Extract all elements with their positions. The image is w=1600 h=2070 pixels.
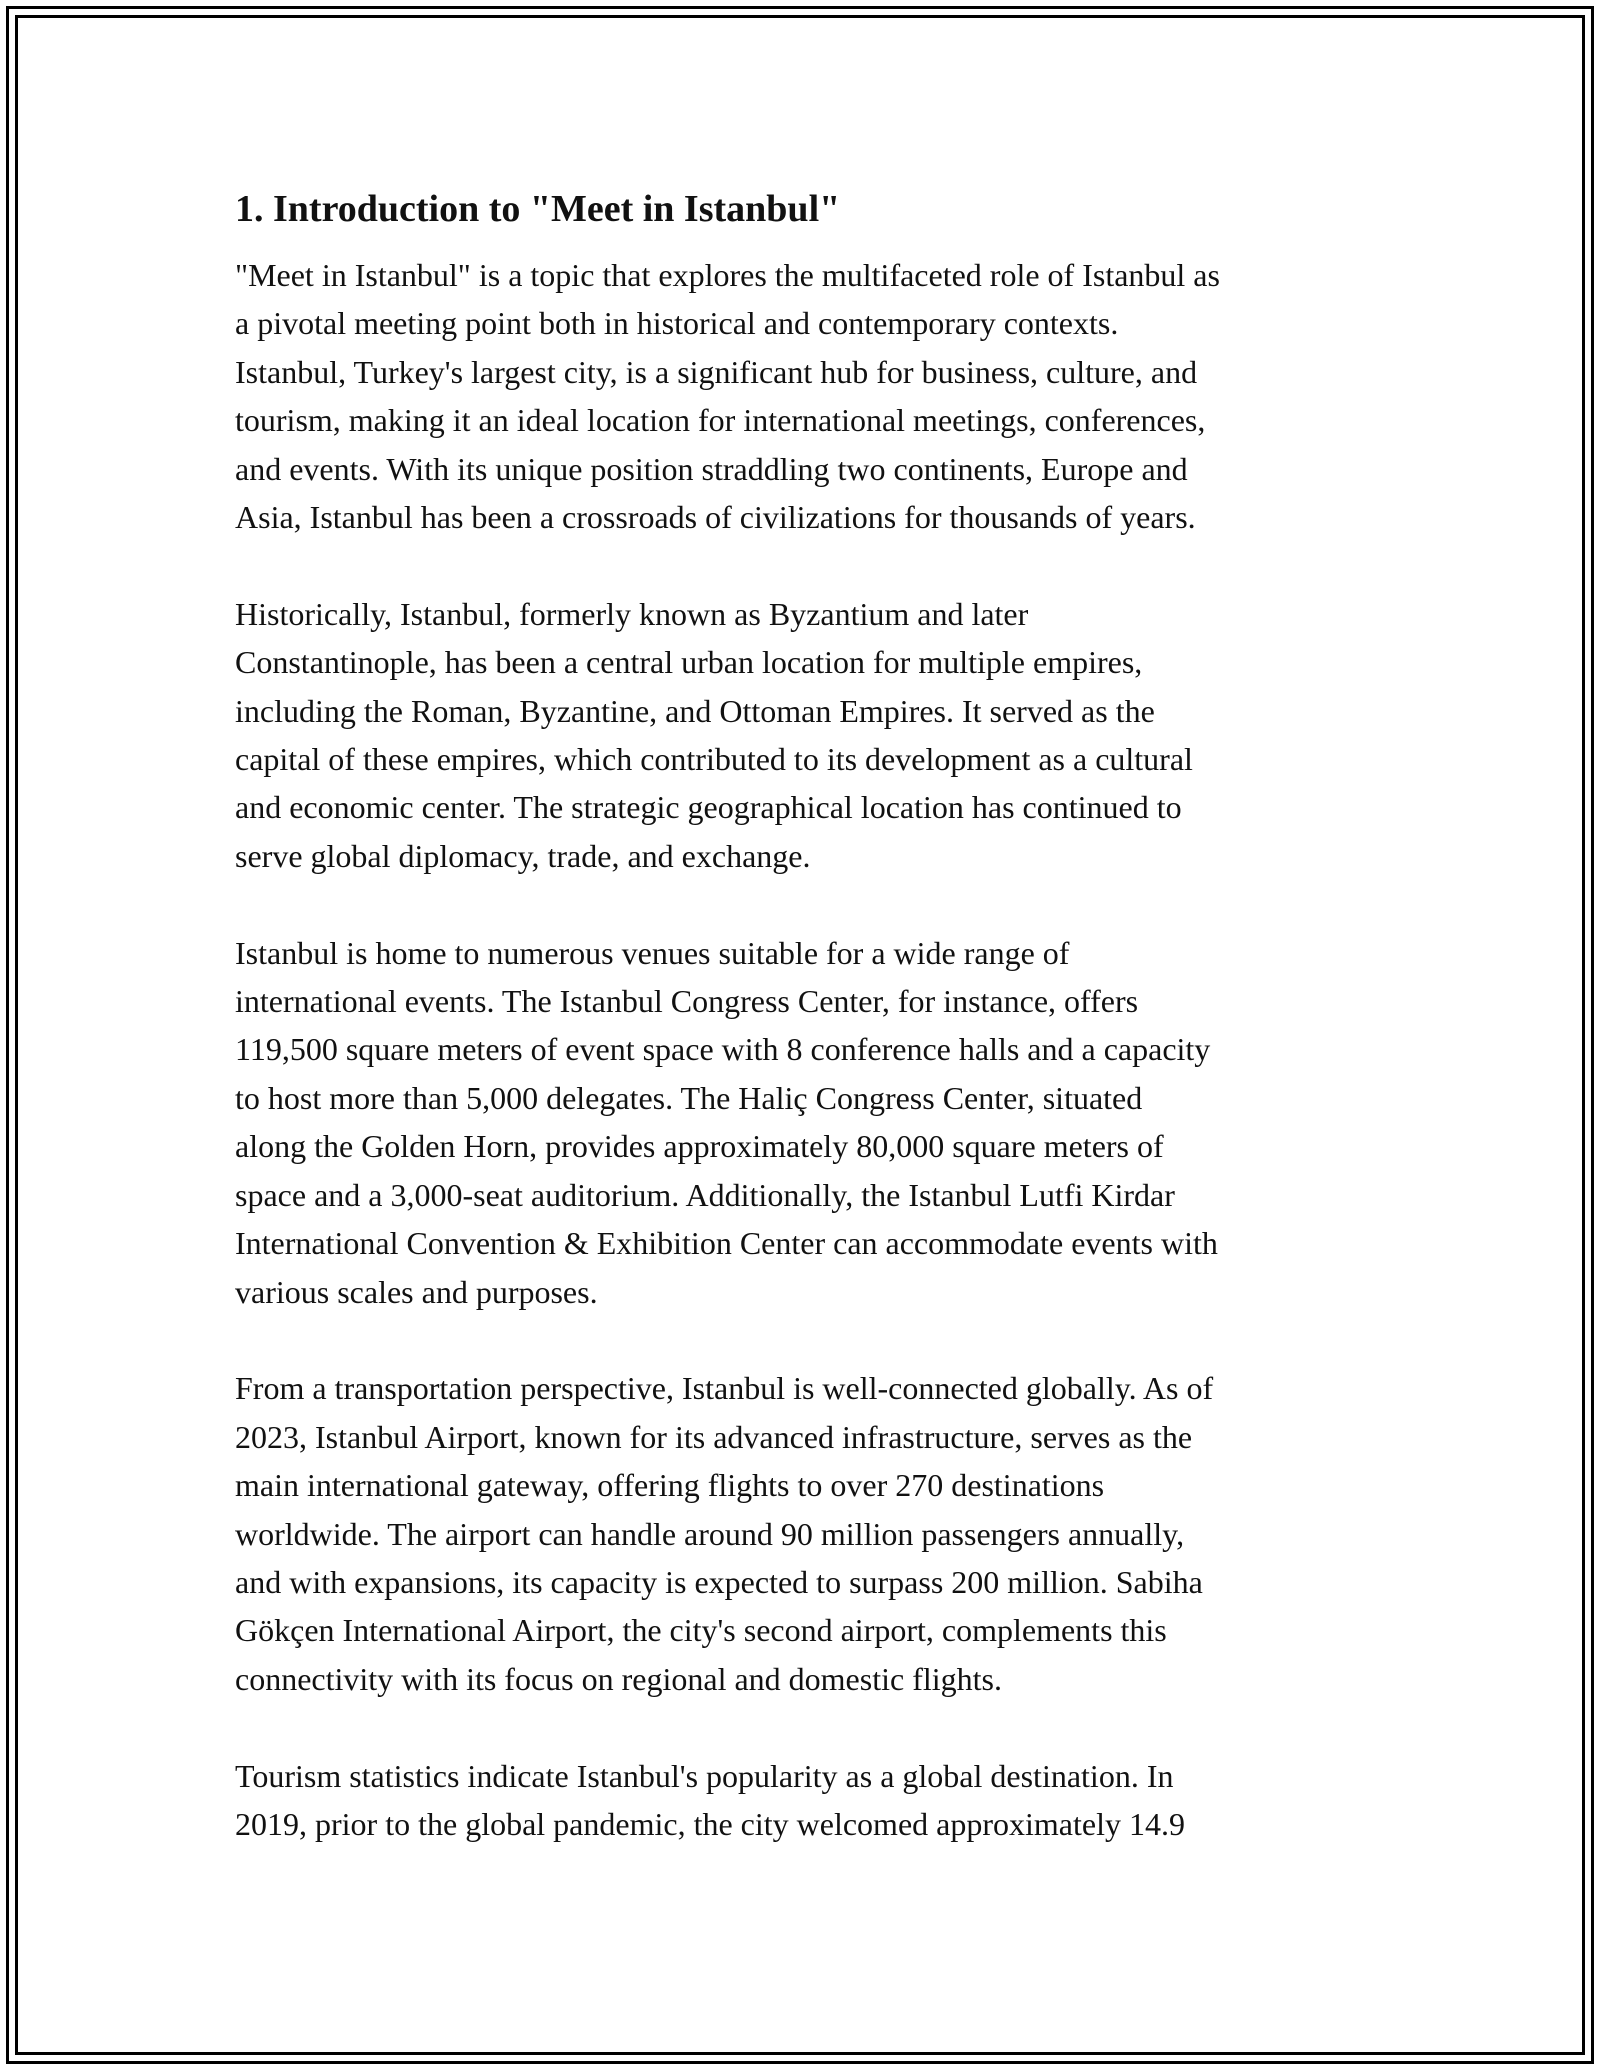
section-title: 1. Introduction to "Meet in Istanbul" [235,188,841,230]
paragraph-venues: Istanbul is home to numerous venues suitable for a wide range of international events. The Istanbul Congress Center, for instance, offers 119,500 square meters of event space with 8 conference halls and a capacity to host more than 5,000 delegates. The Haliç Congress Center, situated along the Golden Horn, provides approximately 80,000 square meters of space and a 3,000-seat auditorium. Additionally, the Istanbul Lutfi Kirdar International Convention & Exhibition Center can accommodate events with various scales and purposes. [235,934,1218,1310]
paragraph-meet-in-istanbul-overview: "Meet in Istanbul" is a topic that explores the multifaceted role of Istanbul as a pivotal meeting point both in historical and contemporary contexts. Istanbul, Turkey's largest city, is a significant hub for business, culture, and tourism, making it an ideal location for international meetings, conferences, and events. With its unique position straddling two continents, Europe and Asia, Istanbul has been a crossroads of civilizations for thousands of years. [235,257,1220,536]
document-body [235,185,1385,1848]
paragraph-history: Historically, Istanbul, formerly known as Byzantium and later Constantinople, has been a central urban location for multiple empires, including the Roman, Byzantine, and Ottoman Empires. It served as the capital of these empires, which contributed to its development as a cultural and economic center. The strategic geographical location has continued to serve global diplomacy, trade, and exchange. [235,595,1193,874]
paragraph-transportation: From a transportation perspective, Istanbul is well-connected globally. As of 2023, Istanbul Airport, known for its advanced infrastructure, serves as the main international gateway, offering flights to over 270 destinations worldwide. The airport can handle around 90 million passengers annually, and with expansions, its capacity is expected to surpass 200 million. Sabiha Gökçen International Airport, the city's second airport, complements this connectivity with its focus on regional and domestic flights. [235,1370,1214,1697]
paragraph-tourism-statistics: Tourism statistics indicate Istanbul's popularity as a global destination. In 2019, prior to the global pandemic, the city welcomed approximately 14.9 [235,1757,1185,1842]
